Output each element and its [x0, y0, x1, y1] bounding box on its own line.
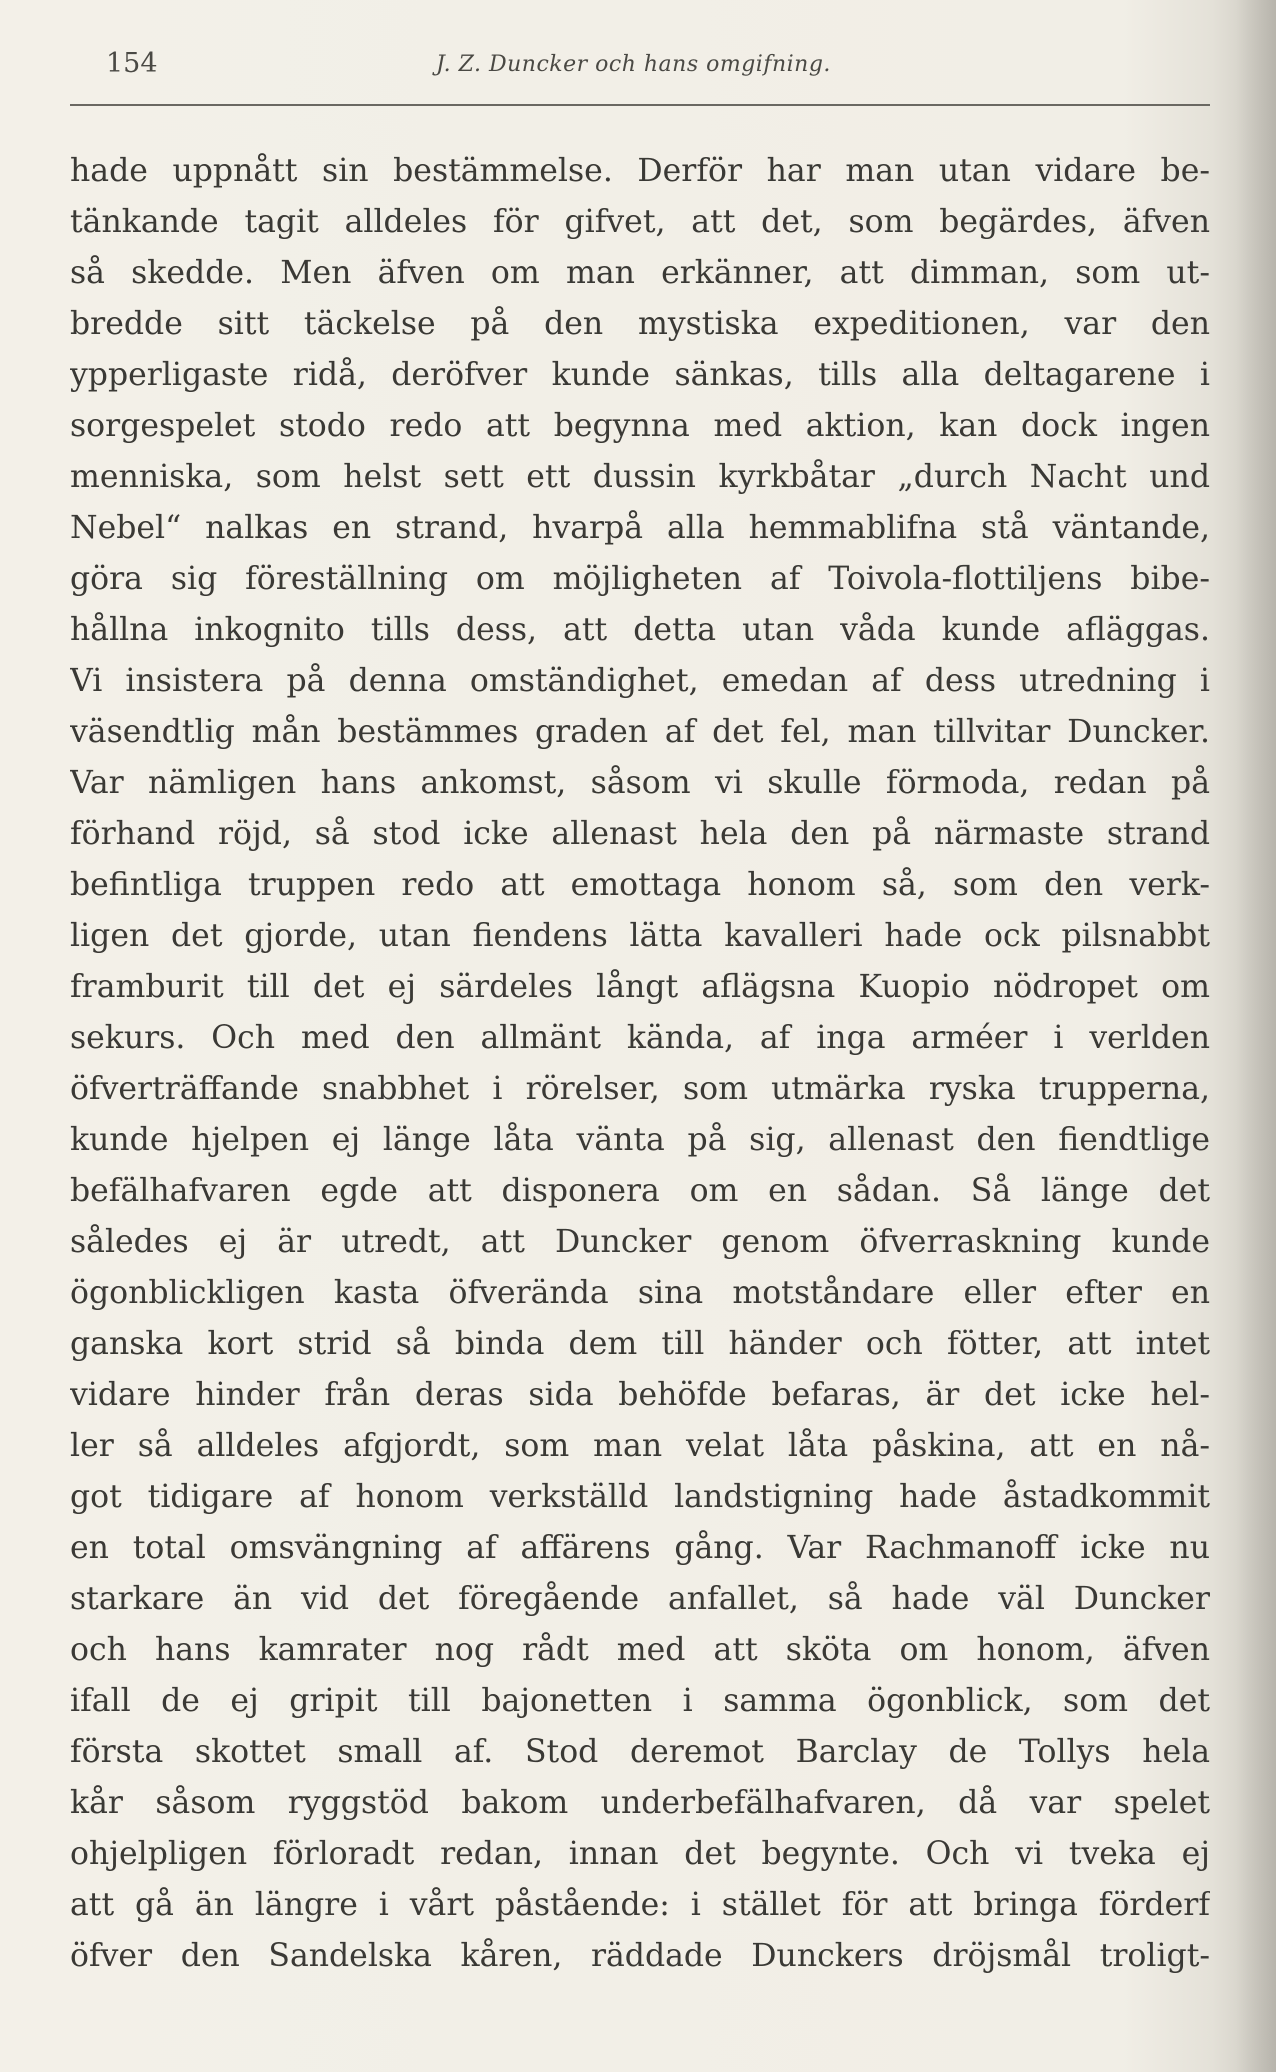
body-text: [70, 146, 1210, 1982]
text-line: bredde sitt täckelse på den mystiska expeditionen, var den: [70, 306, 1210, 342]
text-line: ohjelpligen förloradt redan, innan det begynte. Och vi tveka ej: [70, 1836, 1210, 1872]
text-line: tänkande tagit alldeles för gifvet, att det, som begärdes, äfven: [70, 204, 1210, 240]
text-line: ligen det gjorde, utan fiendens lätta kavalleri hade ock pilsnabbt: [70, 918, 1210, 954]
text-line: ögonblickligen kasta öfverända sina motståndare eller efter en: [70, 1275, 1210, 1311]
text-line: ganska kort strid så binda dem till händer och fötter, att intet: [70, 1326, 1210, 1362]
text-line: väsendtlig mån bestämmes graden af det fel, man tillvitar Duncker.: [70, 714, 1210, 750]
text-line: sekurs. Och med den allmänt kända, af inga arméer i verlden: [70, 1020, 1210, 1056]
text-line: ler så alldeles afgjordt, som man velat låta påskina, att en nå-: [70, 1428, 1210, 1464]
text-line: en total omsvängning af affärens gång. Var Rachmanoff icke nu: [70, 1530, 1210, 1566]
text-line: således ej är utredt, att Duncker genom öfverraskning kunde: [70, 1224, 1210, 1260]
text-line: ifall de ej gripit till bajonetten i samma ögonblick, som det: [70, 1683, 1210, 1719]
text-line: sorgespelet stodo redo att begynna med aktion, kan dock ingen: [70, 408, 1210, 444]
text-line: ypperligaste ridå, deröfver kunde sänkas, tills alla deltagarene i: [70, 357, 1210, 393]
text-line: starkare än vid det föregående anfallet, så hade väl Duncker: [70, 1581, 1210, 1617]
text-line: och hans kamrater nog rådt med att sköta om honom, äfven: [70, 1632, 1210, 1668]
text-line: Nebel“ nalkas en strand, hvarpå alla hemmablifna stå väntande,: [70, 510, 1210, 546]
page-header: [70, 44, 1210, 84]
text-line: Vi insistera på denna omständighet, emedan af dess utredning i: [70, 663, 1210, 699]
header-rule: [70, 104, 1210, 106]
text-line: öfverträffande snabbhet i rörelser, som utmärka ryska trupperna,: [70, 1071, 1210, 1107]
page-edge-shadow: [1236, 0, 1276, 2072]
text-line: göra sig föreställning om möjligheten af Toivola-flottiljens bibe-: [70, 561, 1210, 597]
text-line: öfver den Sandelska kåren, räddade Dunckers dröjsmål troligt-: [70, 1938, 1210, 1974]
text-line: kår såsom ryggstöd bakom underbefälhafvaren, då var spelet: [70, 1785, 1210, 1821]
text-line: framburit till det ej särdeles långt aflägsna Kuopio nödropet om: [70, 969, 1210, 1005]
text-line: got tidigare af honom verkställd landstigning hade åstadkommit: [70, 1479, 1210, 1515]
text-line: förhand röjd, så stod icke allenast hela den på närmaste strand: [70, 816, 1210, 852]
text-line: att gå än längre i vårt påstående: i stället för att bringa förderf: [70, 1887, 1210, 1923]
text-line: hade uppnått sin bestämmelse. Derför har man utan vidare be-: [70, 153, 1210, 189]
text-line: menniska, som helst sett ett dussin kyrkbåtar „durch Nacht und: [70, 459, 1210, 495]
text-line: vidare hinder från deras sida behöfde befaras, är det icke hel-: [70, 1377, 1210, 1413]
page-number: 154: [106, 48, 158, 79]
text-line: Var nämligen hans ankomst, såsom vi skulle förmoda, redan på: [70, 765, 1210, 801]
text-line: första skottet small af. Stod deremot Barclay de Tollys hela: [70, 1734, 1210, 1770]
text-line: så skedde. Men äfven om man erkänner, att dimman, som ut-: [70, 255, 1210, 291]
running-title: J. Z. Duncker och hans omgifning.: [436, 52, 831, 77]
text-line: hållna inkognito tills dess, att detta utan våda kunde afläggas.: [70, 612, 1210, 648]
text-line: befälhafvaren egde att disponera om en sådan. Så länge det: [70, 1173, 1210, 1209]
text-line: kunde hjelpen ej länge låta vänta på sig, allenast den fiendtlige: [70, 1122, 1210, 1158]
text-line: befintliga truppen redo att emottaga honom så, som den verk-: [70, 867, 1210, 903]
